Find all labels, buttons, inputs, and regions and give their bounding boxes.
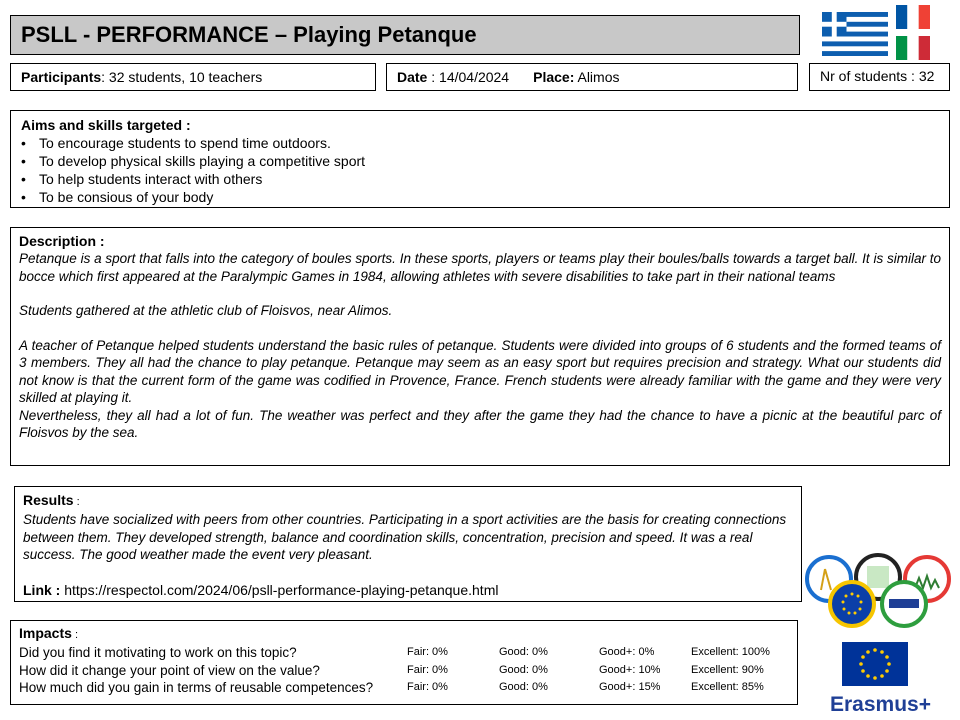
impact-row <box>19 644 789 662</box>
impact-fair: Fair: 0% <box>407 681 448 693</box>
eu-flag-icon <box>842 642 908 686</box>
results-box <box>14 486 802 602</box>
description-paragraph: Petanque is a sport that falls into the category of boules sports. In these sports, players or teams play their boules/balls towards a target ball. It is similar to bocce which first appeared at the Paralympic Games in 1984, allowing athletes with severe disabilities to take part in their national teams <box>19 251 941 284</box>
impact-good: Good: 0% <box>499 663 548 676</box>
link-label: Link : <box>23 581 61 598</box>
impacts-colon: : <box>71 629 79 641</box>
description-heading: Description : <box>19 233 105 249</box>
date-label: Date <box>397 69 428 85</box>
impact-question: Did you find it motivating to work on this topic? <box>19 645 297 660</box>
impact-question: How did it change your point of view on the value? <box>19 662 320 678</box>
place-value: Alimos <box>574 69 620 85</box>
aims-item: • To encourage students to spend time outdoors. <box>21 134 939 152</box>
impact-question: How much did you gain in terms of reusable competences? <box>19 680 374 695</box>
olympic-rings-logo-icon <box>803 552 955 630</box>
nr-students-box <box>809 63 950 91</box>
nr-students: Nr of students : 32 <box>820 68 935 84</box>
place-label: Place: <box>533 69 575 85</box>
greece-flag-icon <box>822 12 888 56</box>
participants-label: Participants <box>21 69 102 85</box>
impact-goodplus: Good+: 15% <box>599 681 661 693</box>
results-link[interactable]: https://respectol.com/2024/06/psll-performance-playing-petanque.html <box>60 581 499 598</box>
impact-excellent: Excellent: 90% <box>691 663 764 676</box>
erasmus-logo-text: Erasmus+ <box>830 693 931 716</box>
impact-fair: Fair: 0% <box>407 663 448 676</box>
impact-goodplus: Good+: 0% <box>599 646 655 658</box>
impact-goodplus: Good+: 10% <box>599 663 661 676</box>
page-title-box <box>10 15 800 55</box>
participants-value: : 32 students, 10 teachers <box>101 69 263 85</box>
page-title: PSLL - PERFORMANCE – Playing Petanque <box>21 22 477 47</box>
aims-box <box>10 110 950 208</box>
results-text: Students have socialized with peers from other countries. Participating in a sport activities are the basis for creating connections between them. They developed strength, balance and coordination skills, concentration, precision and speed. It was a real success. The good weather made the event very pleasant. <box>23 512 787 562</box>
impact-good: Good: 0% <box>499 646 548 658</box>
aims-item: • To develop physical skills playing a competitive sport <box>21 152 939 170</box>
aims-list <box>21 134 939 206</box>
date-value: : 14/04/2024 <box>427 69 510 85</box>
impact-row <box>19 679 789 697</box>
date-place-box <box>386 63 798 91</box>
aims-item: • To help students interact with others <box>21 170 939 188</box>
impact-fair: Fair: 0% <box>407 646 448 658</box>
impact-good: Good: 0% <box>499 681 548 693</box>
impacts-box <box>10 620 798 705</box>
results-colon: : <box>73 496 80 508</box>
italy-flag-icon <box>896 36 930 60</box>
impact-excellent: Excellent: 100% <box>691 646 770 658</box>
description-paragraph: A teacher of Petanque helped students understand the basic rules of petanque. Students were divided into groups of 6 students and the formed teams of 3 members. They all had the chance to play petanque. Petanque may seem as an easy sport but requires precision and strategy. What our students did not know is that the current form of the game was codified in Provence, France. French students were already familiar with the game and they were very skilled at playing it. <box>19 337 941 405</box>
aims-heading: Aims and skills targeted : <box>21 117 191 133</box>
description-box <box>10 227 950 466</box>
impacts-heading: Impacts <box>19 625 72 641</box>
impact-excellent: Excellent: 85% <box>691 681 764 693</box>
france-flag-icon <box>896 5 930 29</box>
description-paragraph: Students gathered at the athletic club of Floisvos, near Alimos. <box>19 303 393 318</box>
participants-box <box>10 63 376 91</box>
description-paragraph: Nevertheless, they all had a lot of fun. The weather was perfect and they after the game they had the chance to have a picnic at the beautiful parc of Floisvos by the sea. <box>19 407 941 440</box>
results-heading: Results <box>23 492 74 508</box>
aims-item: • To be consious of your body <box>21 188 939 206</box>
impact-row <box>19 662 789 680</box>
